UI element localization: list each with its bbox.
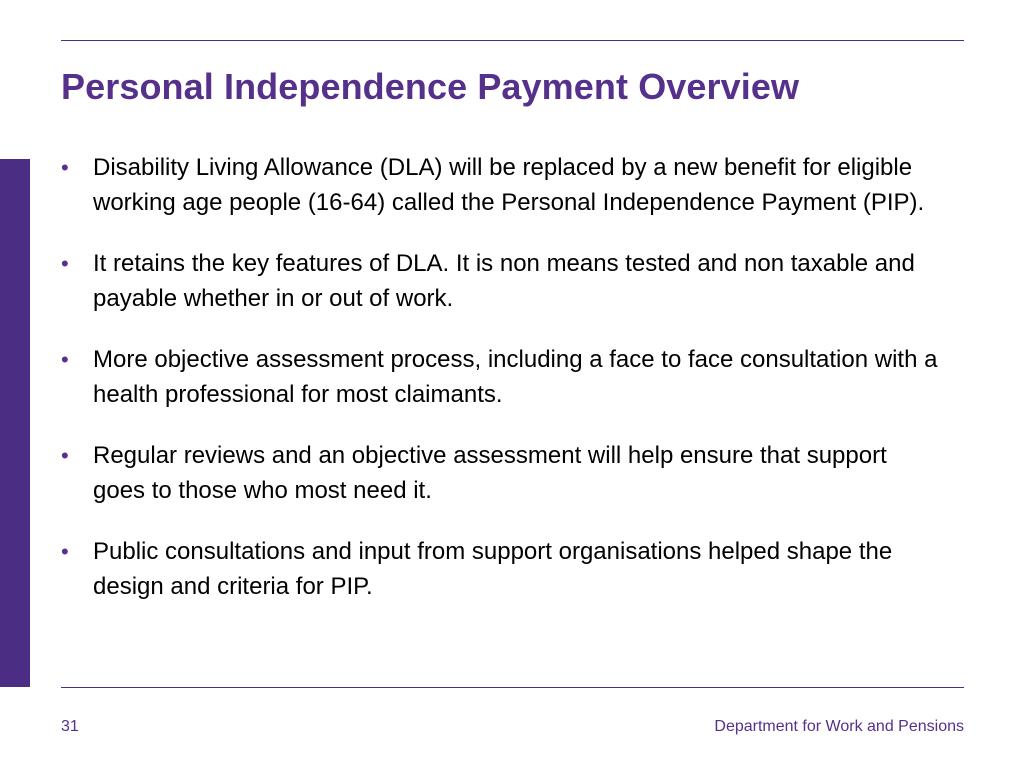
bottom-divider	[61, 687, 964, 688]
bullet-dot-icon: •	[61, 443, 69, 468]
bullet-item	[61, 342, 941, 412]
bullet-item	[61, 438, 941, 508]
left-accent-bar	[0, 159, 30, 687]
bullet-text: Regular reviews and an objective assessment will help ensure that support goes to those who most need it.	[93, 442, 887, 504]
bullet-dot-icon: •	[61, 251, 69, 276]
footer-organisation: Department for Work and Pensions	[714, 718, 964, 735]
bullet-text: It retains the key features of DLA. It is non means tested and non taxable and payable whether in or out of work.	[93, 250, 915, 312]
bullet-item	[61, 246, 941, 316]
slide-title: Personal Independence Payment Overview	[61, 66, 800, 107]
bullet-text: More objective assessment process, including a face to face consultation with a health professional for most claimants.	[93, 346, 938, 408]
bullet-dot-icon: •	[61, 155, 69, 180]
bullet-text: Disability Living Allowance (DLA) will be replaced by a new benefit for eligible working age people (16-64) called the Personal Independence Payment (PIP).	[93, 154, 925, 216]
page-number: 31	[61, 718, 79, 735]
bullet-list	[61, 150, 941, 630]
bullet-dot-icon: •	[61, 539, 69, 564]
bullet-dot-icon: •	[61, 347, 69, 372]
top-divider	[61, 40, 964, 41]
bullet-item	[61, 534, 941, 604]
bullet-text: Public consultations and input from support organisations helped shape the design and criteria for PIP.	[93, 538, 893, 600]
bullet-item	[61, 150, 941, 220]
